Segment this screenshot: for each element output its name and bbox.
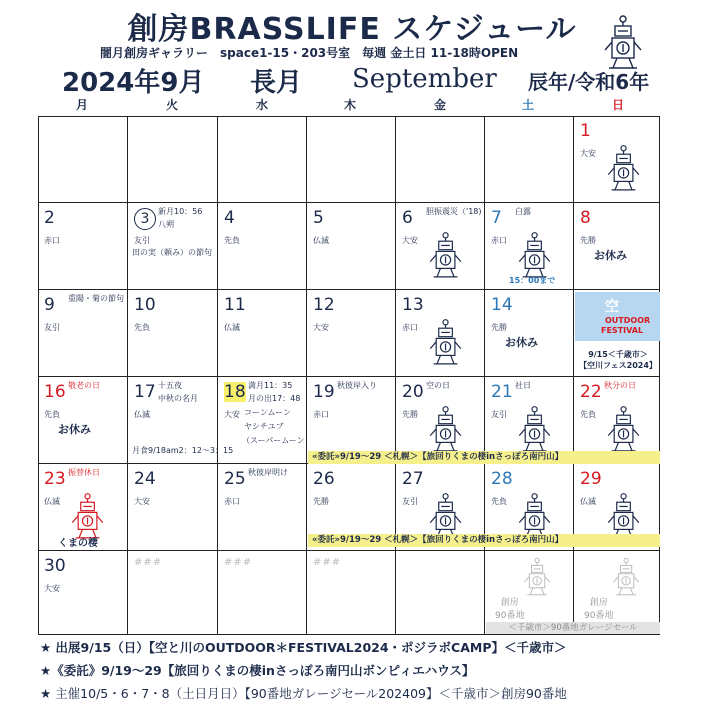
day-28: 28 <box>491 469 513 489</box>
day-note: 社日 <box>515 381 531 390</box>
robot-open-day-icon <box>604 492 643 540</box>
empty-cell-marker: ### <box>134 557 163 568</box>
rokuyo-label: 赤口 <box>402 323 418 332</box>
festival-name: 【空川フェス2024】 <box>579 361 657 370</box>
day-16: 16 <box>44 382 66 402</box>
closed-label: お休み <box>58 423 91 436</box>
rokuyo-label: 友引 <box>134 236 150 245</box>
garage-label: 創房 90番地 <box>495 598 525 621</box>
day-26: 26 <box>313 469 335 489</box>
old-calendar-tag: 八朔 <box>158 220 174 229</box>
eclipse-note: 月食9/18am2：12～3：15 <box>132 446 234 455</box>
rokuyo-label: 大安 <box>313 323 329 332</box>
footer-line-1: ★ 出展9/15（日）【空と川のOUTDOOR＊FESTIVAL2024・ポジラボCAMP】＜千歳市＞ <box>40 640 567 655</box>
day-note: 敬老の日 <box>68 381 100 390</box>
day-note: 十五夜 <box>158 381 182 390</box>
calendar-cell <box>38 116 128 203</box>
calendar-cell <box>218 116 307 203</box>
garage-robot-icon <box>610 557 642 596</box>
day-30: 30 <box>44 556 66 576</box>
consign-band-week5: «委託»9/19～29 ＜札幌＞【旅回りくまの棲inさっぽろ南円山】 <box>308 534 660 547</box>
day-note: 振替休日 <box>68 468 100 477</box>
calendar-cell <box>485 116 574 203</box>
day-8: 8 <box>580 208 591 228</box>
robot-open-day-icon <box>426 318 465 366</box>
weekday-mon: 月 <box>75 98 88 112</box>
festival-logo-outdoor: OUTDOOR <box>605 316 651 325</box>
rokuyo-label: 赤口 <box>224 497 240 506</box>
day-3: 3 <box>134 208 156 230</box>
footer-line-2: ★《委託》9/19～29【旅回りくまの棲inさっぽろ南円山ボンピィエハウス】 <box>40 663 475 678</box>
day-note: 白露 <box>515 207 531 216</box>
day-13: 13 <box>402 295 424 315</box>
rokuyo-label: 大安 <box>580 149 596 158</box>
day-18: 18 <box>224 382 246 402</box>
garage-sale-band: ＜千歳市＞90番地ガレージセール <box>486 622 660 634</box>
rokuyo-label: 仏滅 <box>580 497 596 506</box>
day-29: 29 <box>580 469 602 489</box>
rokuyo-label: 先負 <box>224 236 240 245</box>
day-27: 27 <box>402 469 424 489</box>
robot-open-day-icon <box>515 405 554 453</box>
festival-line: 田の実（頼み）の節句 <box>132 248 212 257</box>
festival-logo-kanji: 空 <box>605 299 619 315</box>
moon-name-2: ヤシチユブ <box>244 422 284 431</box>
day-19: 19 <box>313 382 335 402</box>
robot-open-day-icon <box>426 231 465 279</box>
robot-open-day-icon <box>426 405 465 453</box>
festival-logo-festival: FESTIVAL <box>601 326 644 335</box>
year-month: 2024年9月 <box>62 68 205 98</box>
robot-logo-icon <box>600 14 646 70</box>
festival-text <box>578 349 658 371</box>
day-11: 11 <box>224 295 246 315</box>
weekday-sun: 日 <box>611 98 624 112</box>
rokuyo-label: 仏滅 <box>134 410 150 419</box>
rokuyo-label: 友引 <box>44 323 60 332</box>
day-10: 10 <box>134 295 156 315</box>
rokuyo-label: 先勝 <box>491 323 507 332</box>
robot-open-day-icon <box>68 492 107 540</box>
rokuyo-label: 先勝 <box>402 410 418 419</box>
rokuyo-label: 大安 <box>402 236 418 245</box>
day-12: 12 <box>313 295 335 315</box>
day-note-2: 中秋の名月 <box>158 394 198 403</box>
rokuyo-label: 友引 <box>491 410 507 419</box>
day-5: 5 <box>313 208 324 228</box>
closed-label: お休み <box>594 249 627 262</box>
robot-open-day-icon <box>604 144 643 192</box>
rokuyo-label: 仏滅 <box>224 323 240 332</box>
calendar-cell <box>128 116 218 203</box>
day-9: 9 <box>44 295 55 315</box>
moon-name-1: コーンムーン <box>244 408 291 417</box>
rokuyo-label: 先勝 <box>580 236 596 245</box>
consign-band-week4: «委託»9/19～29 ＜札幌＞【旅回りくまの棲inさっぽろ南円山】 <box>308 451 660 464</box>
rokuyo-label: 先負 <box>580 410 596 419</box>
kuma-label: くまの棲 <box>58 538 98 549</box>
day-7: 7 <box>491 208 502 228</box>
moonrise-time: 月の出17：48 <box>248 394 301 403</box>
day-23: 23 <box>44 469 66 489</box>
weekday-tue: 火 <box>165 98 178 112</box>
gallery-info: 闇月創房ギャラリー space1-15・203号室 毎週 金土日 11-18時OPEN <box>100 46 519 60</box>
day-6: 6 <box>402 208 413 228</box>
day-note: 胆振震災（'18) <box>426 207 482 216</box>
garage-robot-icon <box>521 557 553 596</box>
closed-label: お休み <box>505 336 538 349</box>
robot-open-day-icon <box>426 492 465 540</box>
weekday-wed: 水 <box>255 98 268 112</box>
rokuyo-label: 大安 <box>134 497 150 506</box>
day-25: 25 <box>224 469 246 489</box>
day-note: 秋分の日 <box>604 381 636 390</box>
day-20: 20 <box>402 382 424 402</box>
rokuyo-label: 大安 <box>44 584 60 593</box>
rokuyo-label: 先負 <box>134 323 150 332</box>
moon-phase: 新月10：56 <box>158 207 203 216</box>
festival-date: 9/15＜千歳市＞ <box>588 350 648 359</box>
day-24: 24 <box>134 469 156 489</box>
empty-cell-marker: ### <box>224 557 253 568</box>
robot-open-day-icon <box>604 405 643 453</box>
rokuyo-label: 大安 <box>224 410 240 419</box>
rokuyo-label: 赤口 <box>44 236 60 245</box>
closing-time: 15：00まで <box>509 276 556 285</box>
day-note: 重陽・菊の節句 <box>68 294 124 303</box>
rokuyo-label: 赤口 <box>491 236 507 245</box>
moon-name-3: （スーパームーン <box>242 436 305 445</box>
rokuyo-label: 先勝 <box>313 497 329 506</box>
festival-logo <box>575 292 660 341</box>
era-label: 辰年/令和6年 <box>528 70 650 94</box>
weekday-thu: 木 <box>343 98 356 112</box>
day-1: 1 <box>580 121 591 141</box>
robot-open-day-icon <box>515 492 554 540</box>
calendar-cell <box>396 116 485 203</box>
rokuyo-label: 先負 <box>44 410 60 419</box>
english-month: September <box>352 64 497 94</box>
day-17: 17 <box>134 382 156 402</box>
robot-open-day-icon <box>515 231 554 279</box>
calendar-cell <box>307 116 396 203</box>
rokuyo-label: 友引 <box>402 497 418 506</box>
day-2: 2 <box>44 208 55 228</box>
day-note: 秋彼岸入り <box>337 381 377 390</box>
rokuyo-label: 赤口 <box>313 410 329 419</box>
weekday-sat: 土 <box>521 98 534 112</box>
day-22: 22 <box>580 382 602 402</box>
rokuyo-label: 先負 <box>491 497 507 506</box>
page-title: 創房BRASSLIFE スケジュール <box>127 12 577 47</box>
footer-line-3: ★ 主催10/5・6・7・8（土日月日）【90番地ガレージセール202409】＜千歳市＞創房90番地 <box>40 686 567 701</box>
empty-cell-marker: ### <box>313 557 342 568</box>
day-4: 4 <box>224 208 235 228</box>
day-21: 21 <box>491 382 513 402</box>
weekday-fri: 金 <box>433 98 446 112</box>
full-moon-time: 満月11：35 <box>248 381 293 390</box>
rokuyo-label: 仏滅 <box>313 236 329 245</box>
day-note: 秋彼岸明け <box>248 468 288 477</box>
japanese-month: 長月 <box>250 68 303 98</box>
garage-label: 創房 90番地 <box>584 598 614 621</box>
rokuyo-label: 仏滅 <box>44 497 60 506</box>
calendar-cell <box>396 551 485 635</box>
day-note: 空の日 <box>426 381 450 390</box>
day-14: 14 <box>491 295 513 315</box>
